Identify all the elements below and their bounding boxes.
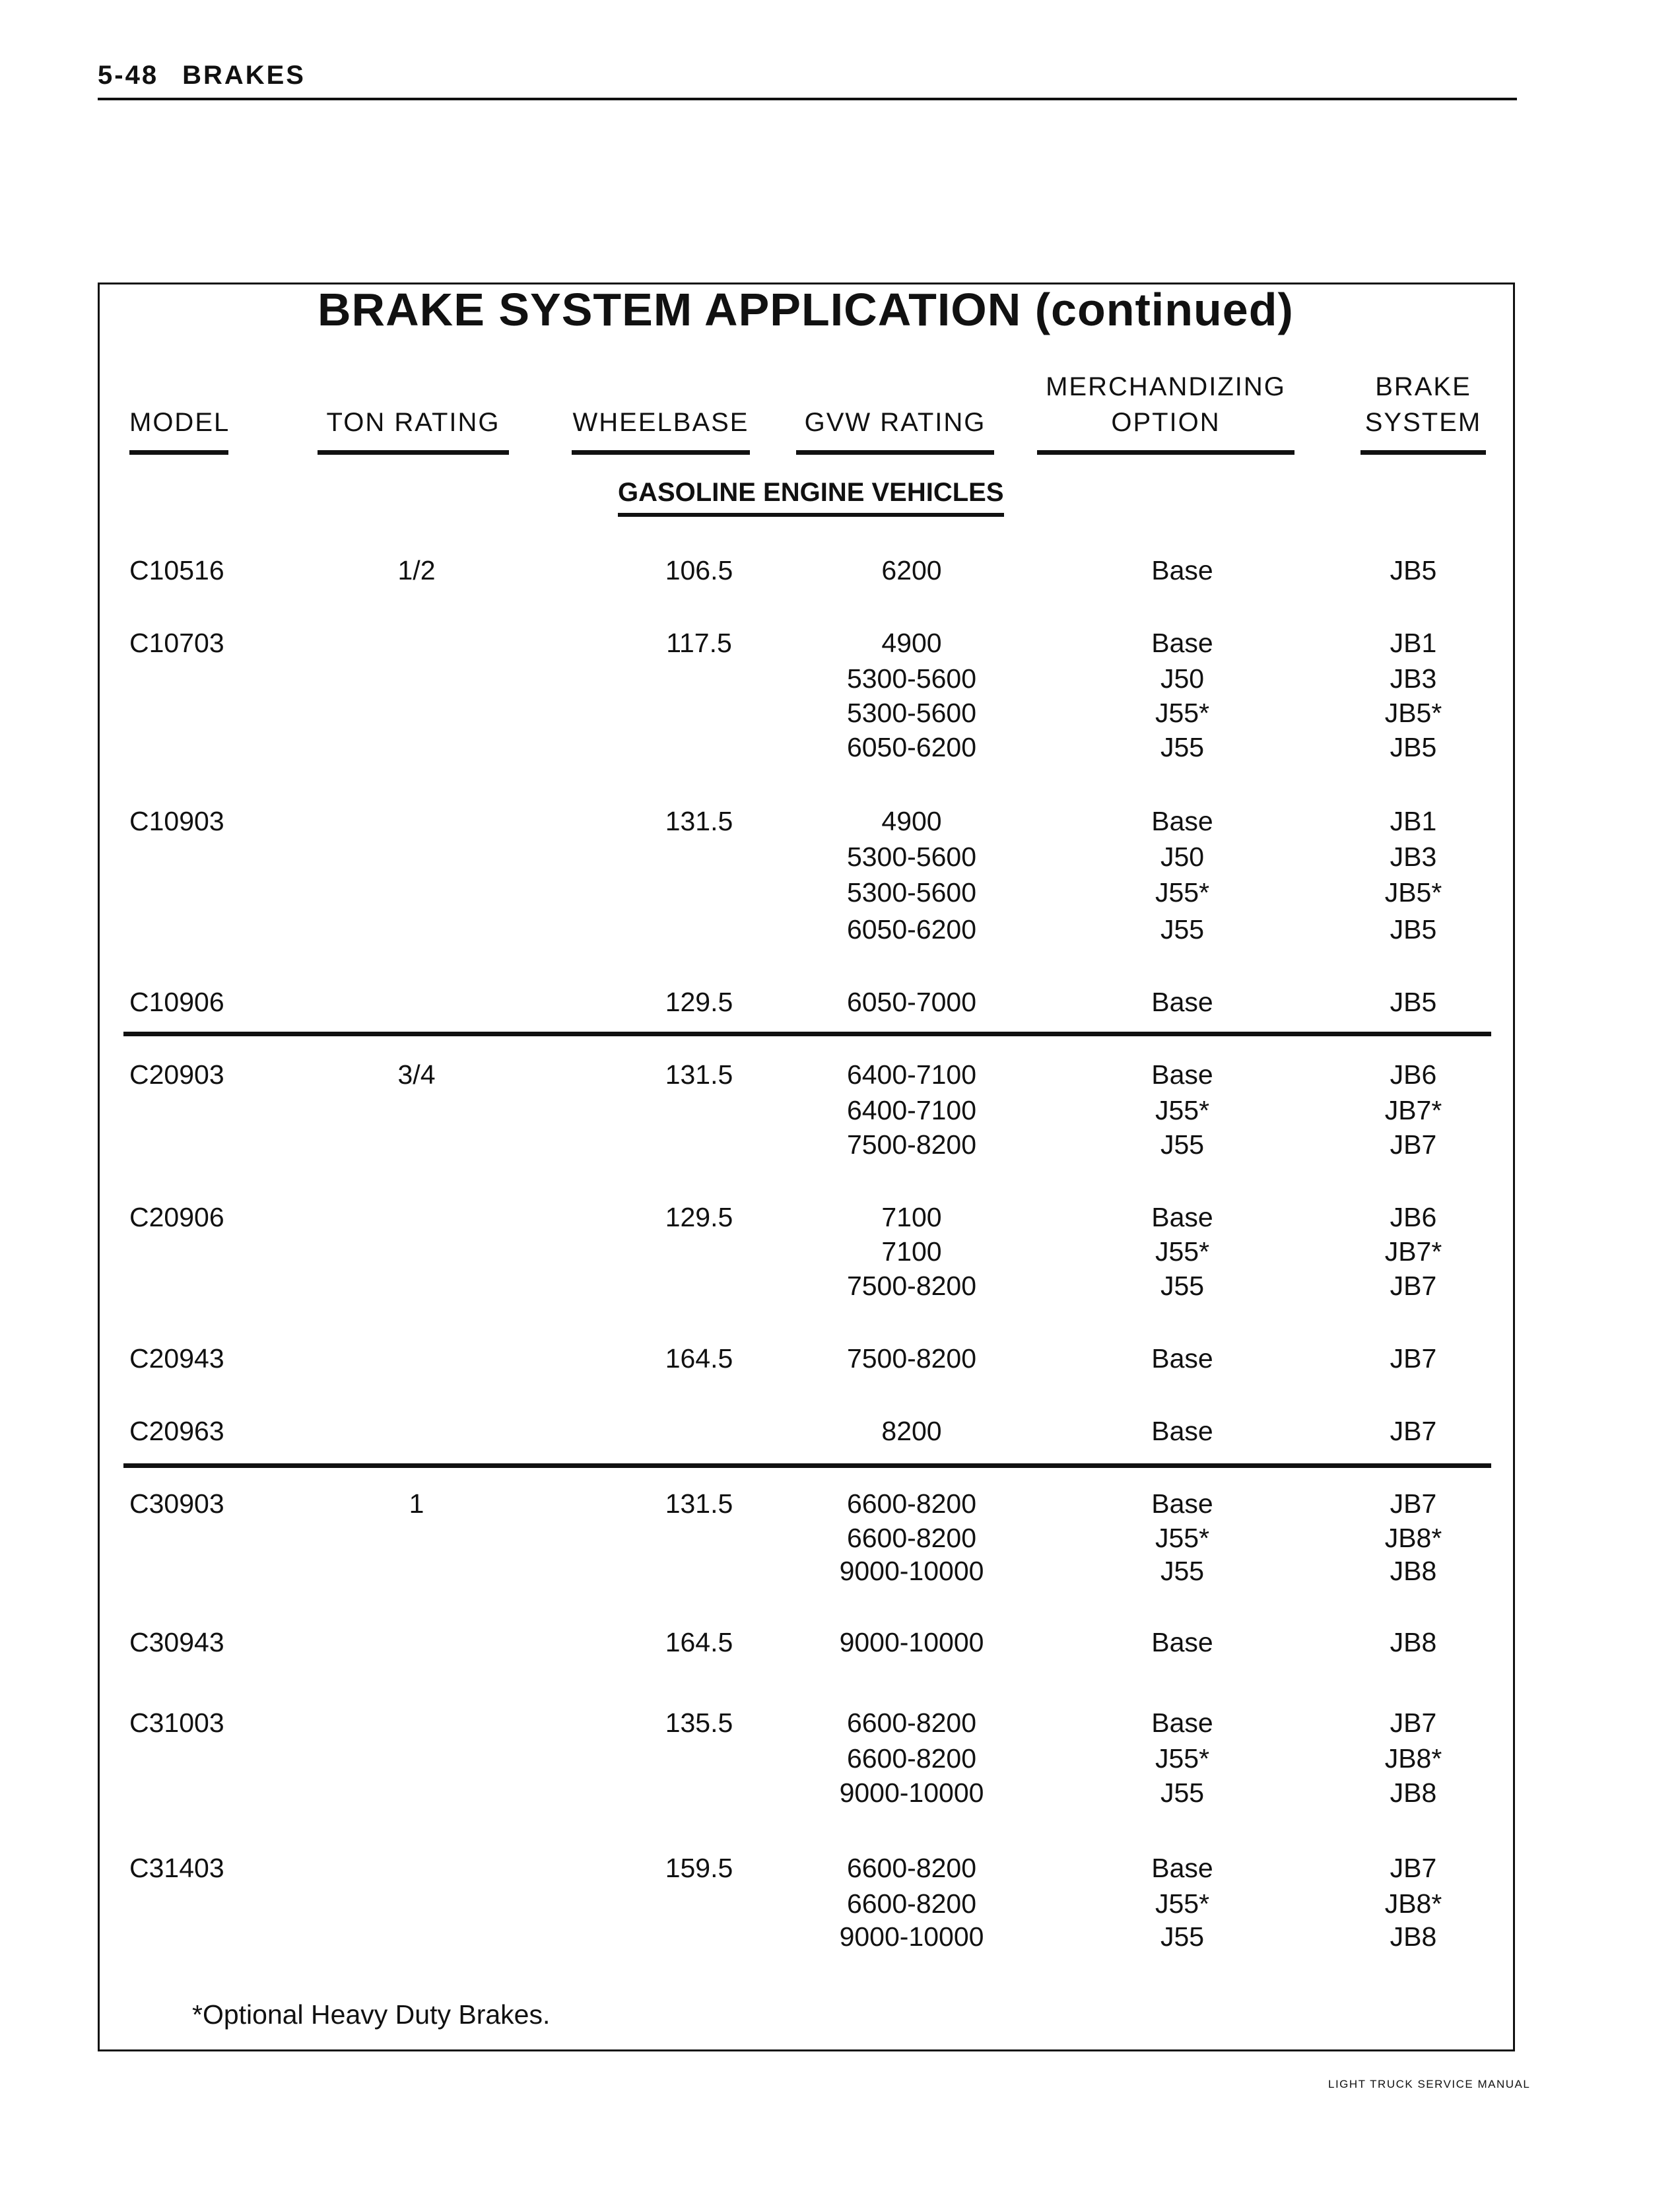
merch-option-cell: Base xyxy=(1151,1059,1213,1090)
merch-option-cell: J55 xyxy=(1160,1271,1205,1301)
merch-option-cell: J55* xyxy=(1155,1743,1210,1774)
model-cell: C20963 xyxy=(129,1416,224,1446)
brake-system-cell: JB7 xyxy=(1390,1271,1437,1301)
merch-option-cell: J55 xyxy=(1160,732,1205,762)
gvw-rating-cell: 6400-7100 xyxy=(846,1059,977,1090)
gvw-rating-cell: 9000-10000 xyxy=(839,1921,984,1952)
model-cell: C31003 xyxy=(129,1708,224,1738)
gvw-rating-cell: 6600-8200 xyxy=(846,1853,977,1883)
merch-option-cell: J55 xyxy=(1160,1129,1205,1160)
brake-system-cell: JB5* xyxy=(1384,877,1442,908)
gvw-rating-cell: 7100 xyxy=(881,1202,942,1232)
brake-system-cell: JB5 xyxy=(1390,555,1437,585)
brake-system-cell: JB7 xyxy=(1390,1488,1437,1519)
col-header-gvw-rating xyxy=(796,405,994,440)
gvw-rating-cell: 6600-8200 xyxy=(846,1708,977,1738)
group-divider xyxy=(123,1463,1491,1468)
section-label xyxy=(618,478,1004,508)
brake-system-cell: JB7* xyxy=(1384,1236,1442,1267)
wheelbase-cell: 129.5 xyxy=(665,1202,733,1232)
model-cell: C30943 xyxy=(129,1627,224,1657)
wheelbase-cell: 135.5 xyxy=(665,1708,733,1738)
merch-option-cell: J55 xyxy=(1160,1921,1205,1952)
brake-system-cell: JB8* xyxy=(1384,1523,1442,1553)
model-cell: C20903 xyxy=(129,1059,224,1090)
gvw-rating-cell: 6600-8200 xyxy=(846,1523,977,1553)
footnote: *Optional Heavy Duty Brakes. xyxy=(192,1999,551,2030)
gvw-rating-cell: 5300-5600 xyxy=(846,842,977,872)
brake-system-cell: JB7 xyxy=(1390,1129,1437,1160)
merch-option-cell: Base xyxy=(1151,1853,1213,1883)
gvw-rating-cell: 7500-8200 xyxy=(846,1129,977,1160)
gvw-rating-cell: 6400-7100 xyxy=(846,1095,977,1125)
gvw-rating-cell: 6050-7000 xyxy=(846,987,977,1017)
col-header-merch-line2: OPTION xyxy=(1111,408,1221,437)
brake-system-cell: JB3 xyxy=(1390,842,1437,872)
merch-option-cell: J55* xyxy=(1155,698,1210,728)
brake-system-cell: JB8* xyxy=(1384,1888,1442,1919)
ton-rating-cell: 1 xyxy=(409,1488,424,1519)
merch-option-cell: J50 xyxy=(1160,842,1205,872)
model-cell: C10516 xyxy=(129,555,224,585)
merch-option-cell: Base xyxy=(1151,1343,1213,1374)
wheelbase-cell: 159.5 xyxy=(665,1853,733,1883)
wheelbase-cell: 131.5 xyxy=(665,1059,733,1090)
ton-rating-cell: 3/4 xyxy=(397,1059,436,1090)
brake-system-cell: JB1 xyxy=(1390,628,1437,658)
brake-system-cell: JB3 xyxy=(1390,663,1437,694)
gvw-rating-cell: 8200 xyxy=(881,1416,942,1446)
wheelbase-cell: 117.5 xyxy=(666,628,732,658)
page-footer: LIGHT TRUCK SERVICE MANUAL xyxy=(1328,2078,1531,2090)
merch-option-cell: Base xyxy=(1151,555,1213,585)
col-header-model xyxy=(129,405,228,440)
gvw-rating-cell: 7500-8200 xyxy=(846,1343,977,1374)
gvw-rating-cell: 6200 xyxy=(881,555,942,585)
merch-option-cell: Base xyxy=(1151,1202,1213,1232)
page-header xyxy=(98,61,306,90)
model-cell: C20943 xyxy=(129,1343,224,1374)
brake-system-cell: JB7 xyxy=(1390,1853,1437,1883)
col-header-model-label: MODEL xyxy=(129,408,230,437)
header-rule xyxy=(98,98,1517,100)
brake-system-cell: JB1 xyxy=(1390,806,1437,836)
wheelbase-cell: 129.5 xyxy=(665,987,733,1017)
col-header-ton-rating xyxy=(318,405,509,440)
brake-system-cell: JB6 xyxy=(1390,1059,1437,1090)
wheelbase-cell: 131.5 xyxy=(665,806,733,836)
merch-option-cell: Base xyxy=(1151,987,1213,1017)
merch-option-cell: J55 xyxy=(1160,1778,1205,1808)
gvw-rating-cell: 4900 xyxy=(881,806,942,836)
merch-option-cell: Base xyxy=(1151,1627,1213,1657)
gvw-rating-cell: 6600-8200 xyxy=(846,1888,977,1919)
merch-option-cell: J55* xyxy=(1155,1236,1210,1267)
wheelbase-cell: 164.5 xyxy=(665,1627,733,1657)
merch-option-cell: Base xyxy=(1151,806,1213,836)
model-cell: C10903 xyxy=(129,806,224,836)
merch-option-cell: Base xyxy=(1151,628,1213,658)
ton-rating-cell: 1/2 xyxy=(397,555,436,585)
brake-system-cell: JB8 xyxy=(1390,1627,1437,1657)
gvw-rating-cell: 9000-10000 xyxy=(839,1778,984,1808)
gvw-rating-cell: 5300-5600 xyxy=(846,877,977,908)
col-header-brake-line2: SYSTEM xyxy=(1364,408,1482,437)
merch-option-cell: Base xyxy=(1151,1416,1213,1446)
model-cell: C30903 xyxy=(129,1488,224,1519)
section-label-text: GASOLINE ENGINE VEHICLES xyxy=(618,478,1004,507)
merch-option-cell: Base xyxy=(1151,1488,1213,1519)
brake-system-cell: JB7 xyxy=(1390,1416,1437,1446)
brake-system-cell: JB6 xyxy=(1390,1202,1437,1232)
col-header-merch-line1: MERCHANDIZING xyxy=(1046,372,1286,401)
brake-system-cell: JB7 xyxy=(1390,1708,1437,1738)
col-header-brake-line1: BRAKE xyxy=(1375,372,1471,401)
wheelbase-cell: 106.5 xyxy=(665,555,733,585)
brake-system-cell: JB7 xyxy=(1390,1343,1437,1374)
gvw-rating-cell: 7500-8200 xyxy=(846,1271,977,1301)
brake-system-cell: JB5 xyxy=(1390,987,1437,1017)
brake-system-cell: JB5 xyxy=(1390,732,1437,762)
brake-system-cell: JB7* xyxy=(1384,1095,1442,1125)
model-cell: C10906 xyxy=(129,987,224,1017)
brake-system-cell: JB8 xyxy=(1390,1921,1437,1952)
gvw-rating-cell: 6600-8200 xyxy=(846,1743,977,1774)
merch-option-cell: J55* xyxy=(1155,1523,1210,1553)
brake-system-cell: JB8 xyxy=(1390,1778,1437,1808)
col-header-brake-system xyxy=(1361,369,1486,440)
gvw-rating-cell: 5300-5600 xyxy=(846,698,977,728)
table-title: BRAKE SYSTEM APPLICATION (continued) xyxy=(318,284,1294,335)
brake-system-cell: JB5 xyxy=(1390,914,1437,945)
gvw-rating-cell: 6600-8200 xyxy=(846,1488,977,1519)
brake-application-table xyxy=(98,283,1515,2051)
model-cell: C10703 xyxy=(129,628,224,658)
brake-system-cell: JB8* xyxy=(1384,1743,1442,1774)
wheelbase-cell: 131.5 xyxy=(665,1488,733,1519)
merch-option-cell: Base xyxy=(1151,1708,1213,1738)
merch-option-cell: J55* xyxy=(1155,877,1210,908)
gvw-rating-cell: 6050-6200 xyxy=(846,732,977,762)
merch-option-cell: J55* xyxy=(1155,1095,1210,1125)
col-header-wheelbase-label: WHEELBASE xyxy=(572,408,749,437)
model-cell: C20906 xyxy=(129,1202,224,1232)
merch-option-cell: J50 xyxy=(1160,663,1205,694)
section-name: BRAKES xyxy=(182,61,306,90)
col-header-merch-option xyxy=(1037,369,1294,440)
col-header-ton-label: TON RATING xyxy=(326,408,500,437)
gvw-rating-cell: 7100 xyxy=(881,1236,942,1267)
wheelbase-cell: 164.5 xyxy=(665,1343,733,1374)
merch-option-cell: J55 xyxy=(1160,1556,1205,1586)
merch-option-cell: J55 xyxy=(1160,914,1205,945)
gvw-rating-cell: 9000-10000 xyxy=(839,1556,984,1586)
gvw-rating-cell: 4900 xyxy=(881,628,942,658)
gvw-rating-cell: 6050-6200 xyxy=(846,914,977,945)
brake-system-cell: JB5* xyxy=(1384,698,1442,728)
brake-system-cell: JB8 xyxy=(1390,1556,1437,1586)
gvw-rating-cell: 9000-10000 xyxy=(839,1627,984,1657)
page-number: 5-48 xyxy=(98,61,159,90)
merch-option-cell: J55* xyxy=(1155,1888,1210,1919)
col-header-gvw-label: GVW RATING xyxy=(804,408,986,437)
group-divider xyxy=(123,1032,1491,1036)
col-header-wheelbase xyxy=(572,405,750,440)
model-cell: C31403 xyxy=(129,1853,224,1883)
gvw-rating-cell: 5300-5600 xyxy=(846,663,977,694)
